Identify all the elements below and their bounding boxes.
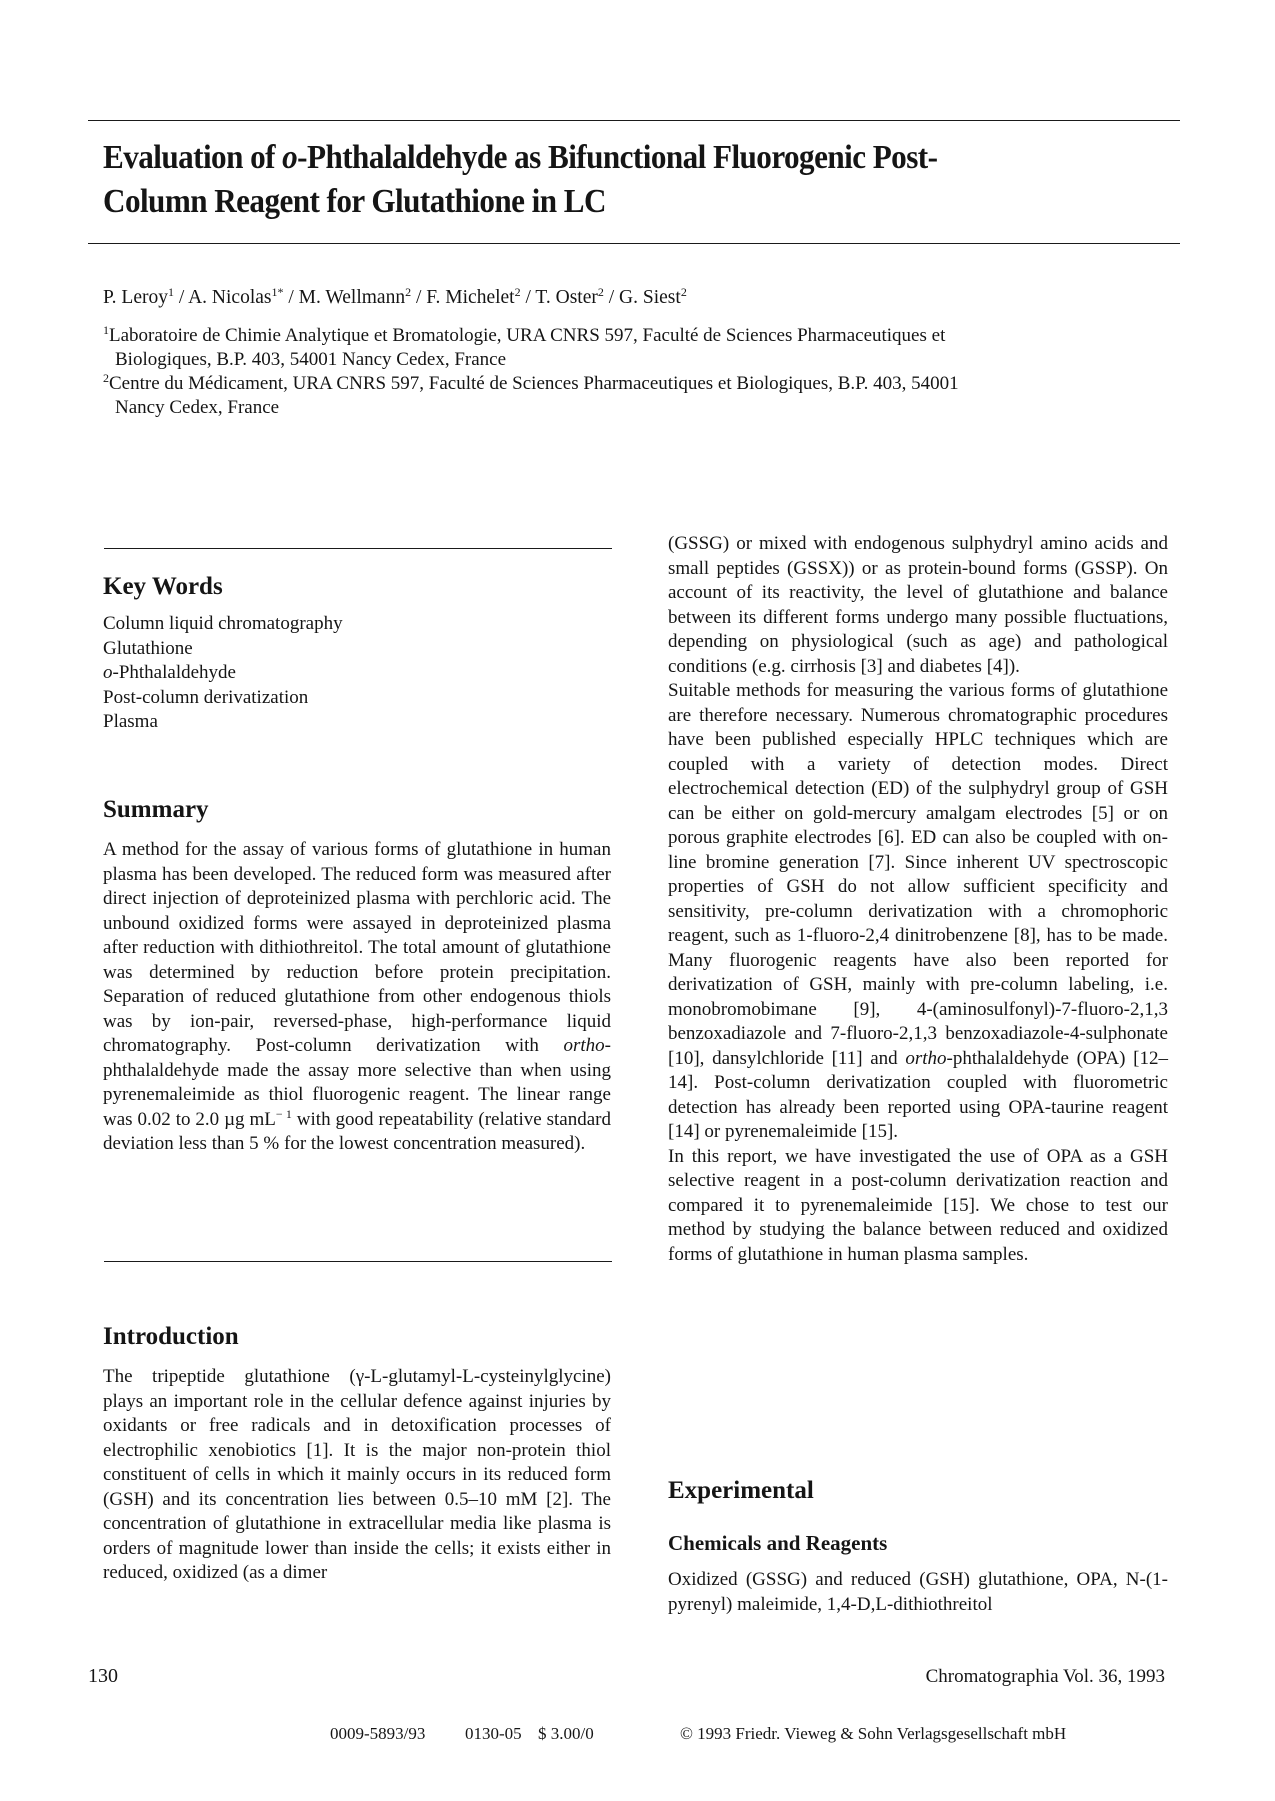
keyword-item: Column liquid chromatography [103,613,343,634]
keyword-item: Plasma [103,711,158,732]
page-number: 130 [88,1665,118,1687]
author: G. Siest$^2$ [619,285,687,308]
author: T. Oster$^2$ [535,285,604,308]
summary-section [103,795,611,1157]
title-text: Evaluation of [103,139,283,176]
chemicals-text: Oxidized (GSSG) and reduced (GSH) glutathione, OPA, N-(1-pyrenyl) maleimide, 1,4-D,L-dithiothreitol [668,1569,1168,1615]
author: M. Wellmann$^2$ [298,285,412,308]
introduction-paragraph-1: (GSSG) or mixed with endogenous sulphydryl amino acids and small peptides (GSSX)) or as protein-bound forms (GSSP). On account of its reactivity, the level of glutathione and balance between its different forms undergo many possible fluctuations, depending on physiological (such as age) and pathological conditions (e.g. cirrhosis [3] and diabetes [4]). [668,533,1168,677]
title-bottom-rule [88,243,1180,244]
introduction-text-col1: The tripeptide glutathione (γ-L-glutamyl-L-cysteinylglycine) plays an important role in the cellular defence against injuries by oxidants or free radicals and in detoxification processes of electrophilic xenobiotics [1]. It is the major non-protein thiol constituent of cells in which it mainly occurs in its reduced form (GSH) and its concentration lies between 0.5–10 mM [2]. The concentration of glutathione in extracellular media like plasma is orders of magnitude lower than inside the cells; it exists either in reduced, oxidized (as a dimer [103,1366,611,1583]
key-words-heading: Key Words [103,573,223,600]
summary-heading: Summary [103,796,209,823]
title-line-1 [103,136,1107,180]
author-list: P. Leroy$^1$ / A. Nicolas$^{1*}$ / M. Wellmann$^2$ / F. Michelet$^2$ / T. Oster$^2$ / G. Siest$^2$ [103,285,687,308]
journal-reference: Chromatographia Vol. 36, 1993 [925,1666,1165,1687]
introduction-continued [668,532,1168,1267]
author: F. Michelet$^2$ [426,285,521,308]
summary-bottom-rule [104,1261,612,1262]
chemicals-subheading: Chemicals and Reagents [668,1531,888,1555]
introduction-paragraph-3: In this report, we have investigated the use of OPA as a GSH selective reagent in a post-column derivatization reaction and compared it to pyrenemaleimide [15]. We chose to test our method by studying the balance between reduced and oxidized forms of glutathione in human plasma samples. [668,1145,1168,1265]
experimental-heading: Experimental [668,1477,814,1504]
keywords-top-rule [104,548,612,549]
introduction-section [103,1322,611,1586]
introduction-paragraph-2: Suitable methods for measuring the various forms of glutathione are therefore necessary. Numerous chromatographic procedures have been published especially HPLC techniques which are coupled with a variety of detection modes. Direct electrochemical detection (ED) of the sulphydryl group of GSH can be either on gold-mercury amalgam electrodes [5] or on porous graphite electrodes [6]. ED can also be coupled with on-line bromine generation [7]. Since inherent UV spectroscopic properties of GSH do not allow sufficient specificity and sensitivity, pre-column derivatization with a chromophoric reagent, such as 1-fluoro-2,4 dinitrobenzene [8], has to be made. Many fluorogenic reagents have also been reported for derivatization of GSH, mainly with pre-column labeling, i.e. monobromobimane [9], 4-(aminosulfonyl)-7-fluoro-2,1,3 benzoxadiazole and 7-fluoro-2,1,3 benzoxadiazole-4-sulphonate [10], dansylchloride [11] and ortho-phthalaldehyde (OPA) [12–14]. Post-column derivatization coupled with fluorometric detection has already been reported using OPA-taurine reagent [14] or pyrenemaleimide [15]. [668,680,1168,1142]
article-title [103,136,1107,224]
affiliation-1: $^1$Laboratoire de Chimie Analytique et Bromatologie, URA CNRS 597, Faculté de Sciences Pharmaceutiques et Biologiques, B.P. 403, 54001 Nancy Cedex, France [103,323,946,370]
experimental-section [668,1476,1168,1617]
title-line-2: Column Reagent for Glutathione in LC [103,183,606,220]
issn: 0009-5893/93 [330,1724,426,1743]
summary-text: A method for the assay of various forms of glutathione in human plasma has been developed. The reduced form was measured after direct injection of deproteinized plasma with perchloric acid. The unbound oxidized forms were assayed in deproteinized plasma after reduction with dithiothreitol. The total amount of glutathione was determined by reduction before protein precipitation. Separation of reduced glutathione from other endogenous thiols was by ion-pair, reversed-phase, high-performance liquid chromatography. Post-column derivatization with ortho-phthalaldehyde made the assay more selective than when using pyrenemaleimide as thiol fluorogenic reagent. The linear range was 0.02 to 2.0 µg $mL^{- 1}$ with good repeatability (relative standard deviation less than 5 % for the lowest concentration measured). [103,839,611,1154]
introduction-heading: Introduction [103,1323,239,1350]
keyword-item: Glutathione [103,637,193,659]
price: $ 3.00/0 [538,1724,594,1743]
author: A. Nicolas$^{1*}$ [188,285,284,308]
author: P. Leroy$^1$ [103,285,174,308]
title-text: -Phthalaldehyde as Bifunctional Fluorogenic Post- [297,139,938,176]
top-rule [88,120,1180,121]
keyword-item: Post-column derivatization [103,686,309,708]
copyright: © 1993 Friedr. Vieweg & Sohn Verlagsgesellschaft mbH [680,1724,1067,1743]
affiliation-2: $^2$Centre du Médicament, URA CNRS 597, Faculté de Sciences Pharmaceutiques et Biologiques, B.P. 403, 54001 Nancy Cedex, France [103,371,959,418]
title-italic-o: o [282,139,298,176]
key-words-section [103,572,611,735]
keyword-item: o-Phthalaldehyde [103,662,236,683]
article-code: 0130-05 [465,1724,522,1743]
